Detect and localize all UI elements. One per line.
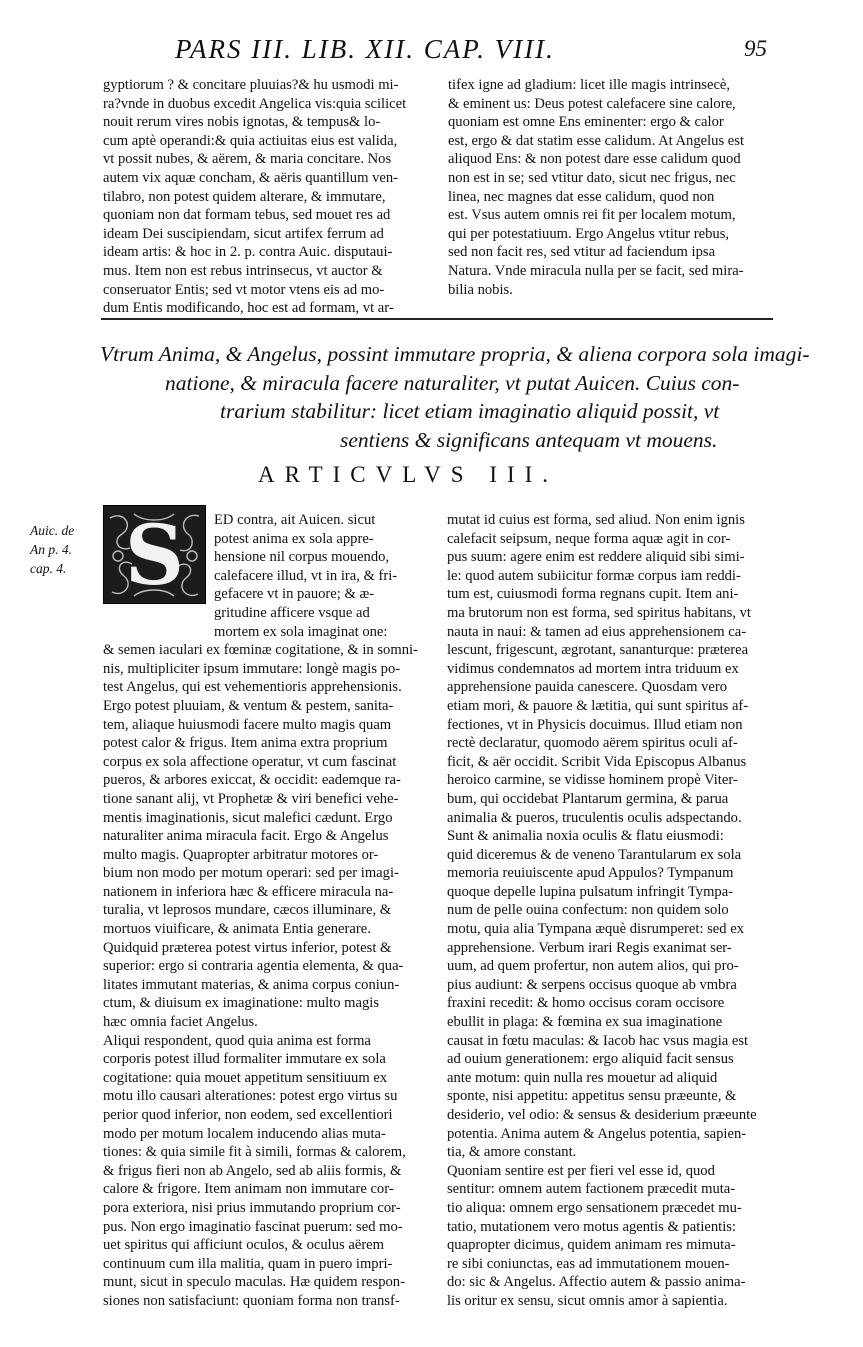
text-line: mutat id cuius est forma, sed aliud. Non enim ignis	[447, 512, 745, 528]
text-line: tum est, cuiusmodi forma regnans cupit. Item ani-	[447, 586, 739, 603]
text-line: Aliqui respondent, quod quia anima est forma	[103, 1032, 371, 1049]
text-line: multo magis. Quapropter arbitratur motores or-	[103, 846, 379, 863]
text-line: sed non facit res, sed vtitur ad faciendum ipsa	[448, 244, 716, 261]
text-line: pueros, & arbores exiccat, & occidit: eademque ra-	[103, 772, 401, 789]
text-line: & semen iaculari ex fœminæ cogitatione, & in somni-	[103, 642, 418, 659]
text-line: pus. Non ergo imaginatio fascinat puerum: sed mo-	[103, 1218, 403, 1235]
text-line: Quoniam sentire est per fieri vel esse id, quod	[447, 1162, 715, 1179]
text-line: & frigus fieri non ab Angelo, sed ab aliis formis, &	[103, 1162, 402, 1179]
text-line: heroico carmine, se vidisse hominem propè Viter-	[447, 772, 738, 789]
text-line: quid diceremus & de veneno Tarantularum ex sola	[447, 846, 742, 863]
text-line: uet spiritus qui afficiunt oculos, & oculus aërem	[103, 1237, 385, 1254]
text-line: rectè declaratur, quomodo aërem spiritus oculi af-	[447, 735, 738, 752]
text-line: bum, qui occidebat Plantarum germina, & parua	[447, 790, 729, 807]
text-line: naturaliter anima miracula facit. Ergo & Angelus	[103, 828, 389, 845]
text-line: pius audiunt: & serpens occisus quoque ab vmbra	[447, 976, 737, 993]
top-right-column	[448, 76, 771, 299]
text-line: sentitur: omnem autem factionem præcedit muta-	[447, 1181, 736, 1198]
text-line: superior: ergo si contraria agentia elementa, & qua-	[103, 958, 404, 975]
text-line: continuum cum illa malitia, quam in puero impri-	[103, 1255, 393, 1272]
text-line: bilia nobis.	[448, 281, 513, 298]
text-line: perior quod inferior, non eodem, sed excellentiori	[103, 1107, 393, 1123]
text-line: ebullit in plaga: & fœmina ex sua imaginatione	[447, 1014, 723, 1031]
text-line: dum Entis modificando, hoc est ad formam, vt ar-	[103, 300, 394, 317]
text-line: nis, multipliciter ipsum immutare: longè magis po-	[103, 660, 401, 677]
text-line: Natura. Vnde miracula nulla per se facit, sed mira-	[448, 262, 744, 279]
text-line: tia, & amore constant.	[447, 1144, 577, 1161]
title-line: trarium stabilitur: licet etiam imaginatio aliquid possit, vt	[220, 399, 720, 423]
text-line: quapropter dicimus, quidem animam res mimuta-	[447, 1237, 736, 1254]
text-line: quoque depelle lupina pulsatum infringit Tympa-	[447, 883, 734, 900]
text-line: cogitatione: quia mouet appetitum sensitiuum ex	[103, 1069, 388, 1086]
text-line: tilabro, non potest quidem alterare, & immutare,	[103, 188, 386, 205]
text-line: mortuos viuificare, & animata Entia generare.	[103, 921, 371, 938]
text-line: corporis potest illud formaliter immutare ex sola	[103, 1051, 386, 1068]
text-line: Sunt & animalia noxia oculis & flatu eiusmodi:	[447, 828, 724, 845]
text-line: tem, aliaque huiusmodi facere multo magis quam	[103, 716, 392, 733]
text-line: ante motum: quin nulla res mouetur ad aliquid	[447, 1069, 718, 1086]
text-line: est. Vsus autem omnis rei fit per localem motum,	[448, 207, 736, 224]
text-line: lis oritur ex sensu, sicut omnis amor à sapientia.	[447, 1292, 728, 1309]
text-line: tiones: & quia simile fit à simili, formas & calorem,	[103, 1144, 406, 1161]
text-line: potest anima ex sola appre-	[214, 530, 374, 547]
text-line: potentia. Anima autem & Angelus potentia, sapien-	[447, 1125, 747, 1142]
text-line: turalia, vt leprosos mundare, cæcos illuminare, &	[103, 902, 392, 919]
text-line: calefacit seipsum, neque forma aquæ agit in cor-	[447, 530, 731, 547]
text-line: cum aptè operandi:& quia actiuitas eius est valida,	[103, 132, 398, 149]
margin-note-line: An p. 4.	[30, 542, 72, 557]
text-line: nationem in inferiora hæc & efficere miracula na-	[103, 883, 394, 900]
text-line: motu illo causari alterationes: potest ergo virtus su	[103, 1088, 398, 1105]
text-line: pus suum: agere enim est reddere aliquid sibi simi-	[447, 549, 745, 566]
text-line: vidimus condemnatos ad mortem intra triduum ex	[447, 660, 739, 677]
text-line: motu, quia alia Tympana æquè disrumperet: sed ex	[447, 921, 744, 938]
text-line: nouit rerum vires nobis ignotas, & tempus& lo-	[103, 114, 381, 131]
text-line: conseruator Entis; sed vt motor vtens eis ad mo-	[103, 281, 385, 298]
text-line: num de pelle ouina confectum: non quidem solo	[447, 902, 729, 919]
article-question-title	[100, 340, 810, 454]
text-line: gefacere vt in pauore; & æ-	[214, 586, 375, 603]
text-line: lescunt, frigescunt, ægrotant, sananturque: præterea	[447, 642, 749, 659]
text-line: fraxini recedit: & homo occisus coram occisore	[447, 995, 725, 1012]
section-divider	[101, 318, 773, 320]
text-line: Ergo potest pluuiam, & ventum & pestem, sanita-	[103, 697, 394, 714]
text-line: ctum, & diuisum ex imaginatione: multo magis	[103, 995, 380, 1012]
text-line: sponte, nisi appetitu: appetitus sensu præeunte, &	[447, 1088, 737, 1105]
text-line: tio aliqua: omnem ergo sensationem præcedet mu-	[447, 1199, 742, 1216]
text-line: autem vix aquæ concham, & aëris quantillum ven-	[103, 169, 399, 186]
text-line: animalia & pueros, truculentis oculis adspectando.	[447, 809, 742, 826]
text-line: causat in fœtu maculas: & Iacob hac vsus magia est	[447, 1032, 749, 1049]
text-line: calore & frigore. Item animam non immutare cor-	[103, 1181, 394, 1198]
text-line: quoniam est omne Ens eminenter: ergo & calor	[448, 114, 724, 131]
running-head: PARS III. LIB. XII. CAP. VIII.	[175, 34, 555, 64]
text-line: ad ouium generationem: ergo aliquid facit sensus	[447, 1051, 734, 1068]
article-heading: ARTICVLVS III.	[258, 462, 559, 487]
page-number: 95	[744, 36, 767, 61]
text-line: mentis imaginationis, sicut malefici cædunt. Ergo	[103, 809, 393, 826]
text-line: hensione nil corpus mouendo,	[214, 549, 390, 566]
text-line: quoniam non dat formam tebus, sed mouet res ad	[103, 207, 391, 224]
text-line: re sibi coniunctas, eas ad immutationem mouen-	[447, 1255, 730, 1272]
text-line: tifex igne ad gladium: licet ille magis intrinsecè,	[448, 77, 731, 93]
text-line: mortem ex sola imaginat one:	[214, 623, 388, 640]
title-line: Vtrum Anima, & Angelus, possint immutare propria, & aliena corpora sola imagi-	[100, 342, 810, 366]
top-left-column	[103, 76, 430, 318]
main-left-column	[103, 511, 433, 1311]
text-line: test Angelus, qui est vehementioris apprehensionis.	[103, 679, 402, 696]
text-line: tatio, mutationem vero motus agentis & patientis:	[447, 1218, 736, 1235]
initial-letter: S	[124, 508, 185, 603]
text-line: munt, sicut in speculo maculas. Hæ quidem respon-	[103, 1274, 405, 1291]
text-line: Quidquid præterea potest virtus inferior, potest &	[103, 939, 392, 956]
title-line: natione, & miracula facere naturaliter, vt putat Auicen. Cuius con-	[165, 370, 740, 395]
text-line: ED contra, ait Auicen. sicut	[214, 512, 376, 528]
main-right-column	[447, 511, 772, 1311]
text-line: le: quod autem subiicitur formæ corpus iam reddi-	[447, 567, 741, 584]
text-line: nauta in naui: & tamen ad eius apprehensionem ca-	[447, 623, 747, 640]
text-line: litates immutant materias, & anima corpus coniun-	[103, 976, 400, 993]
text-line: corpus ex sola affectione operatur, vt cum fascinat	[103, 753, 397, 770]
margin-note	[30, 521, 96, 578]
text-line: pora exteriora, nisi prius immutando proprium cor-	[103, 1199, 401, 1216]
text-line: non est in se; sed vtitur dato, sicut nec frigus, nec	[448, 169, 736, 186]
text-line: gyptiorum ? & concitare pluuias?& hu usmodi mi-	[103, 77, 399, 93]
text-line: est, ergo & dat statim esse calidum. At Angelus est	[448, 132, 745, 149]
text-line: do: sic & Angelus. Affectio autem & passio anima-	[447, 1274, 746, 1291]
margin-note-line: Auic. de	[30, 523, 75, 538]
text-line: ideam Dei suscipiendam, sicut artifex ferrum ad	[103, 225, 384, 242]
text-line: ra?vnde in duobus excedit Angelica vis:quia scilicet	[103, 95, 407, 112]
text-line: siones non satisfaciunt: quoniam forma non transf-	[103, 1292, 400, 1309]
text-line: etiam mori, & pauore & lætitia, qui sunt spiritus af-	[447, 697, 749, 714]
margin-note-line: cap. 4.	[30, 561, 67, 576]
text-line: apprehensione pauida canescere. Quosdam vero	[447, 679, 727, 696]
title-line: sentiens & significans antequam vt mouens.	[340, 427, 718, 452]
text-line: apprehensione. Verbum irari Regis exanimat ser-	[447, 939, 732, 956]
text-line: ma brutorum non est forma, sed spiritus habitans, vt	[447, 604, 751, 621]
text-line: hæc omnia faciet Angelus.	[103, 1014, 258, 1031]
text-line: memoria reuiuiscente apud Appulos? Tympanum	[447, 865, 734, 882]
text-line: modo per motum localem inducendo alias muta-	[103, 1125, 386, 1142]
text-line: bium non modo per motum operari: sed per imagi-	[103, 865, 399, 882]
text-line: vt possit nubes, & aërem, & maria concitare. Nos	[103, 151, 392, 168]
text-line: uum, ad quem profertur, non autem alios, qui pro-	[447, 958, 739, 975]
text-line: calefacere illud, vt in ira, & fri-	[214, 567, 398, 584]
text-line: linea, nec magnes dat esse calidum, quod non	[448, 188, 715, 205]
text-line: desiderio, vel odio: & sensus & desiderium præeunte	[447, 1107, 757, 1123]
text-line: ficit, & aër occidit. Scribit Vida Episcopus Albanus	[447, 753, 747, 770]
text-line: potest calor & frigus. Item anima extra proprium	[103, 735, 388, 752]
text-line: & eminent us: Deus potest calefacere sine calore,	[448, 95, 736, 112]
text-line: fectiones, vt in Physicis docuimus. Illud etiam non	[447, 716, 743, 733]
text-line: aliquod Ens: & non potest dare esse calidum quod	[448, 151, 741, 168]
text-line: mus. Item non est rebus intrinsecus, vt auctor &	[103, 262, 383, 279]
text-line: qui per potestatiuum. Ergo Angelus vtitur rebus,	[448, 225, 730, 242]
text-line: tione sanant alij, vt Prophetæ & viri benefici vehe-	[103, 790, 399, 807]
text-line: ideam artis: & hoc in 2. p. contra Auic. disputaui-	[103, 244, 393, 261]
text-line: gritudine afficere vsque ad	[214, 604, 370, 621]
